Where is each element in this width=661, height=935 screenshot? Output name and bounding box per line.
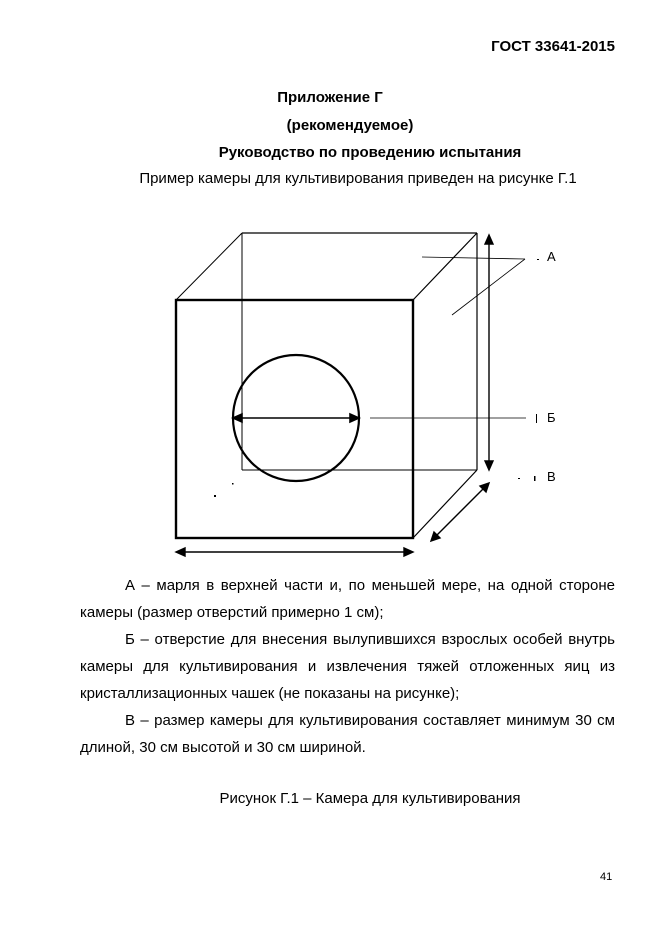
chamber-back-edges <box>176 233 477 470</box>
figure-label-a: А <box>547 249 556 264</box>
leader-lines <box>370 257 526 418</box>
appendix-status: (рекомендуемое) <box>286 117 414 134</box>
appendix-intro: Пример камеры для культивирования приведен на рисунке Г.1 <box>139 170 577 187</box>
chamber-outline <box>242 233 477 538</box>
standard-number: ГОСТ 33641-2015 <box>491 38 615 55</box>
hole-diameter-arrow <box>233 414 359 422</box>
chamber-front-face <box>176 300 413 538</box>
page-number: 41 <box>600 871 613 883</box>
appendix-heading: Руководство по проведению испытания <box>218 144 522 161</box>
legend-item-b: Б – отверстие для внесения вылупившихся взрослых особей внутрь камеры для культивирования и извлечения тяжей отложенных яиц из кристаллизационных чашек (не показаны на рисунке); <box>80 631 615 702</box>
appendix-title: Приложение Г <box>277 89 383 106</box>
figure-caption: Рисунок Г.1 – Камера для культивирования <box>219 790 521 807</box>
figure-label-b: Б <box>547 410 556 425</box>
legend-item-a: А – марля в верхней части и, по меньшей мере, на одной стороне камеры (размер отверстий примерно 1 см); <box>80 577 615 621</box>
legend-item-c: В – размер камеры для культивирования составляет минимум 30 см длиной, 30 см высотой и 30 см шириной. <box>80 712 615 756</box>
dimension-arrows <box>176 235 493 556</box>
figure-label-c: В <box>547 469 556 484</box>
